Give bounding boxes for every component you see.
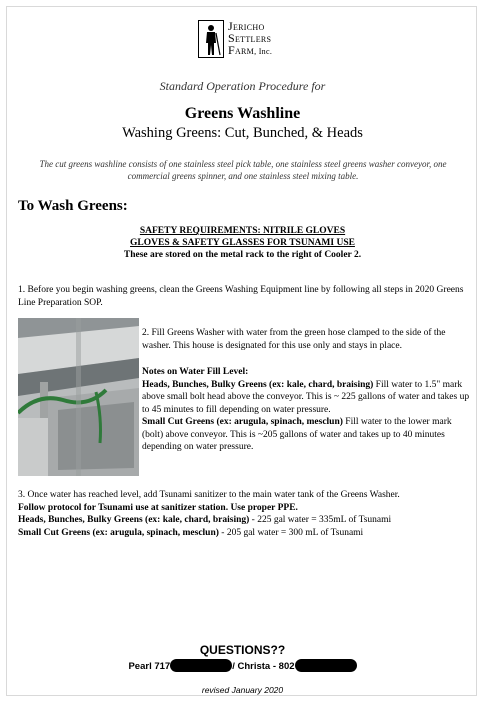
step-3-small: Small Cut Greens (ex: arugula, spinach, mesclun) - 205 gal water = 300 mL of Tsunami <box>18 527 364 538</box>
safety-line-3: These are stored on the metal rack to the right of Cooler 2. <box>123 250 362 260</box>
redaction-bar <box>170 659 232 672</box>
notes-heads: Heads, Bunches, Bulky Greens (ex: kale, chard, braising) Fill water to 1.5" mark above small bolt head above the conveyor. This is ~ 225 gallons of water and takes up to 45 minutes to fill depending on water pressure. <box>142 379 470 415</box>
step-1: 1. Before you begin washing greens, clean the Greens Washing Equipment line by following all steps in 2020 Greens Line Preparation SOP. <box>18 285 464 308</box>
page-subtitle: Washing Greens: Cut, Bunched, & Heads <box>122 125 363 141</box>
greens-washer-photo <box>18 318 139 476</box>
logo-line-1: Jericho <box>228 19 265 33</box>
step-2: 2. Fill Greens Washer with water from the green hose clamped to the side of the washer. This house is designated for this use only and stays in place. <box>142 328 446 351</box>
notes-heading: Notes on Water Fill Level: <box>142 367 249 377</box>
questions-heading: QUESTIONS?? <box>199 643 286 657</box>
notes-small: Small Cut Greens (ex: arugula, spinach, mesclun) Fill water to the lower mark (bolt) above conveyor. This is ~205 gallons of water and takes up to 40 minutes depending on water pressure. <box>142 417 452 452</box>
farmer-silhouette-icon <box>198 20 224 58</box>
safety-line-2: GLOVES & SAFETY GLASSES FOR TSUNAMI USE <box>130 238 355 248</box>
step-3: 3. Once water has reached level, add Tsunami sanitizer to the main water tank of the Greens Washer. <box>18 490 400 500</box>
intro-paragraph: The cut greens washline consists of one stainless steel pick table, one stainless steel greens washer conveyor, one commercial greens spinner, and one stainless steel mixing table. <box>39 159 447 181</box>
logo-line-2: Settlers <box>228 31 272 45</box>
step-3-block <box>18 489 473 539</box>
safety-requirements <box>0 225 485 261</box>
farm-logo <box>198 20 272 64</box>
contact-christa: / Christa - 802 <box>232 661 295 672</box>
page-title: Greens Washline <box>184 105 301 122</box>
step-3-protocol: Follow protocol for Tsunami use at sanitizer station. Use proper PPE. <box>18 502 298 513</box>
sop-for-label: Standard Operation Procedure for <box>159 79 326 93</box>
step-3-heads: Heads, Bunches, Bulky Greens (ex: kale, chard, braising) - 225 gal water = 335mL of Tsunami <box>18 515 392 525</box>
revised-date: revised January 2020 <box>201 685 284 695</box>
logo-line-3: Farm, Inc. <box>228 43 273 57</box>
step-2-block <box>142 327 470 454</box>
logo-text <box>228 20 272 58</box>
redaction-bar <box>295 659 357 672</box>
section-heading: To Wash Greens: <box>18 198 128 214</box>
contact-pearl: Pearl 717 <box>128 661 171 672</box>
contact-line <box>0 659 485 672</box>
safety-line-1: SAFETY REQUIREMENTS: NITRILE GLOVES <box>139 226 346 236</box>
